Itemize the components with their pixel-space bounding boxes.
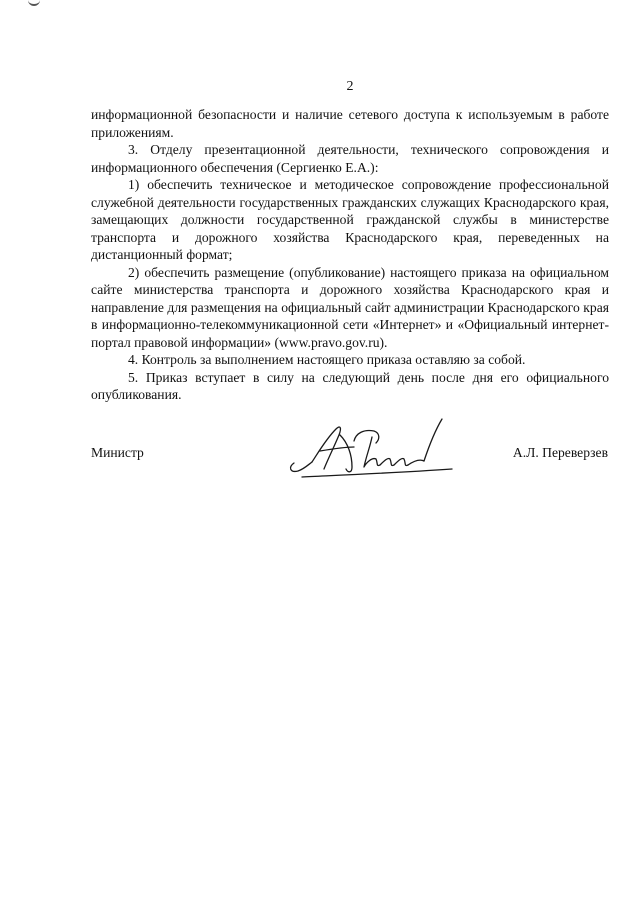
handwritten-signature — [284, 413, 464, 485]
paragraph-item-4: 4. Контроль за выполнением настоящего приказа оставляю за собой. — [128, 352, 526, 367]
paragraph-subitem-2: 2) обеспечить размещение (опубликование) настоящего приказа на официальном сайте министерства транспорта и дорожного хозяйства Краснодарского края и направление для размещения на официальный сайт администрации Краснодарского края в информационно-телекоммуникационной сети «Интернет» и «Официальный интернет-портал правовой информации» (www.pravo.gov.ru). — [91, 264, 609, 350]
signatory-title: Министр — [91, 445, 144, 460]
signatory-name: А.Л. Переверзев — [512, 445, 608, 460]
scan-corner-mark — [28, 0, 40, 6]
page-number: 2 — [346, 79, 354, 94]
paragraph-item-5: 5. Приказ вступает в силу на следующий день после дня его официального опубликования. — [91, 369, 609, 402]
paragraph-continuation: информационной безопасности и наличие сетевого доступа к используемым в работе приложениям. — [91, 107, 609, 140]
document-body — [91, 106, 609, 404]
paragraph-subitem-1: 1) обеспечить техническое и методическое сопровождение профессиональной служебной деятельности государственных гражданских служащих Краснодарского края, замещающих должности государственной гражданской службы в министерстве транспорта и дорожного хозяйства Краснодарского края, переведенных на дистанционный формат; — [91, 177, 609, 262]
paragraph-item-3: 3. Отделу презентационной деятельности, технического сопровождения и информационного обеспечения (Сергиенко Е.А.): — [91, 142, 609, 175]
